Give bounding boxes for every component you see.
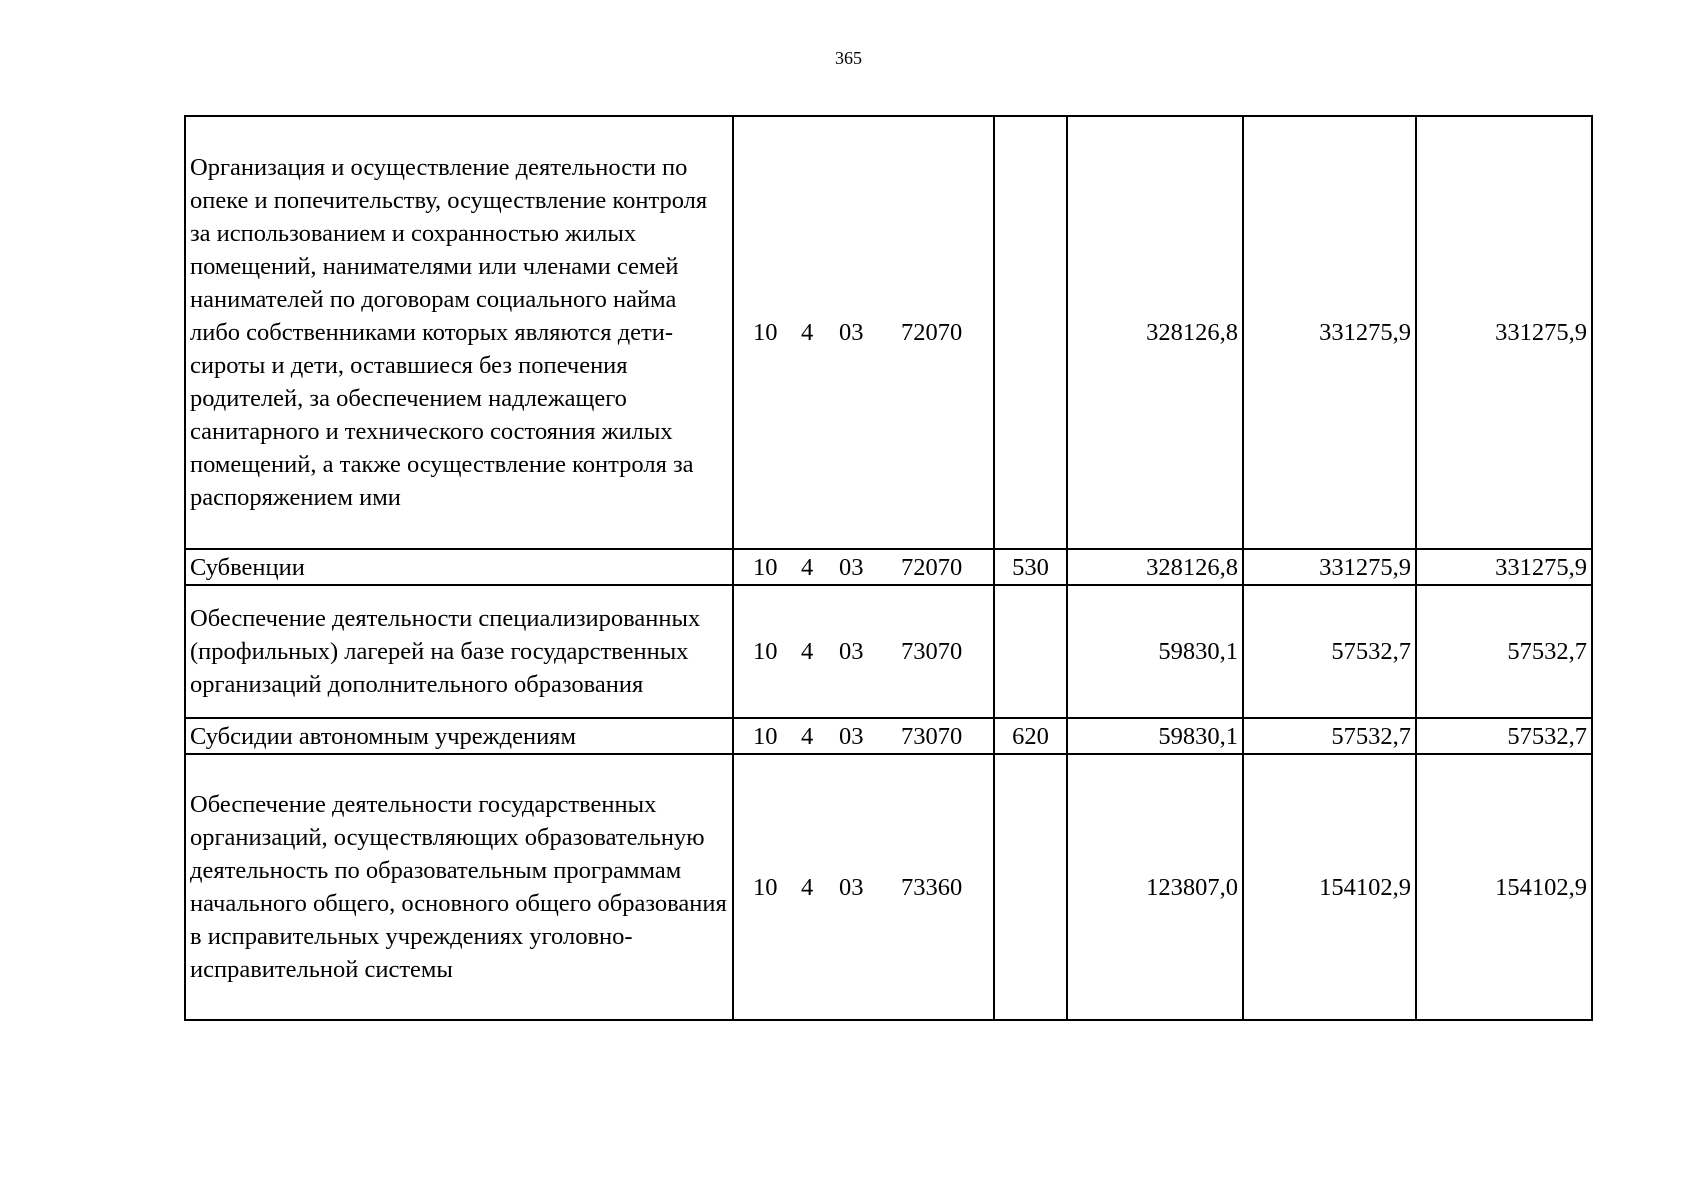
direction-code: 73070 [901,638,963,665]
row-name: Обеспечение деятельности специализированных (профильных) лагерей на базе государственных организаций дополнительного образования [185,585,733,718]
row-name: Организация и осуществление деятельности по опеке и попечительству, осуществление контроля за использованием и сохранностью жилых помещений, нанимателями или членами семей нанимателей по договорам социального найма либо собственниками которых являются дети-сироты и дети, оставшиеся без попечения родителей, за обеспечением надлежащего санитарного и технического состояния жилых помещений, а также осуществление контроля за распоряжением ими [185,116,733,549]
row-codes [733,549,994,585]
amount-2: 331275,9 [1243,116,1416,549]
amount-1: 328126,8 [1067,116,1243,549]
direction-code: 72070 [901,319,963,346]
amount-3: 331275,9 [1416,549,1592,585]
program-code: 4 [801,553,814,581]
row-name: Субвенции [185,549,733,585]
section-code: 10 [753,873,778,901]
section-code: 10 [753,638,778,665]
section-code: 10 [753,319,778,346]
table-row [185,718,1592,754]
row-codes [733,718,994,754]
row-name: Обеспечение деятельности государственных организаций, осуществляющих образовательную деятельность по образовательным программам начального общего, основного общего образования в исправительных учреждениях уголовно-исправительной системы [185,754,733,1020]
program-code: 4 [801,873,814,901]
expense-type-code: 530 [994,549,1067,585]
amount-1: 59830,1 [1067,718,1243,754]
expense-type-code: 620 [994,718,1067,754]
direction-code: 73360 [901,873,963,901]
expense-type-code [994,585,1067,718]
row-codes [733,754,994,1020]
table-row [185,549,1592,585]
amount-2: 57532,7 [1243,585,1416,718]
row-codes [733,585,994,718]
amount-3: 57532,7 [1416,718,1592,754]
program-code: 4 [801,319,814,346]
section-code: 10 [753,722,778,750]
amount-2: 57532,7 [1243,718,1416,754]
direction-code: 73070 [901,722,963,750]
expense-type-code [994,754,1067,1020]
amount-3: 57532,7 [1416,585,1592,718]
table-row [185,754,1592,1020]
subprogram-code: 03 [839,638,864,665]
subprogram-code: 03 [839,873,864,901]
budget-table [184,115,1593,1021]
amount-1: 123807,0 [1067,754,1243,1020]
table-row [185,116,1592,549]
amount-3: 154102,9 [1416,754,1592,1020]
section-code: 10 [753,553,778,581]
program-code: 4 [801,722,814,750]
direction-code: 72070 [901,553,963,581]
amount-1: 59830,1 [1067,585,1243,718]
subprogram-code: 03 [839,722,864,750]
amount-3: 331275,9 [1416,116,1592,549]
table-row [185,585,1592,718]
row-codes [733,116,994,549]
row-name: Субсидии автономным учреждениям [185,718,733,754]
expense-type-code [994,116,1067,549]
amount-2: 154102,9 [1243,754,1416,1020]
subprogram-code: 03 [839,319,864,346]
subprogram-code: 03 [839,553,864,581]
page-number: 365 [835,48,862,68]
amount-1: 328126,8 [1067,549,1243,585]
program-code: 4 [801,638,814,665]
amount-2: 331275,9 [1243,549,1416,585]
